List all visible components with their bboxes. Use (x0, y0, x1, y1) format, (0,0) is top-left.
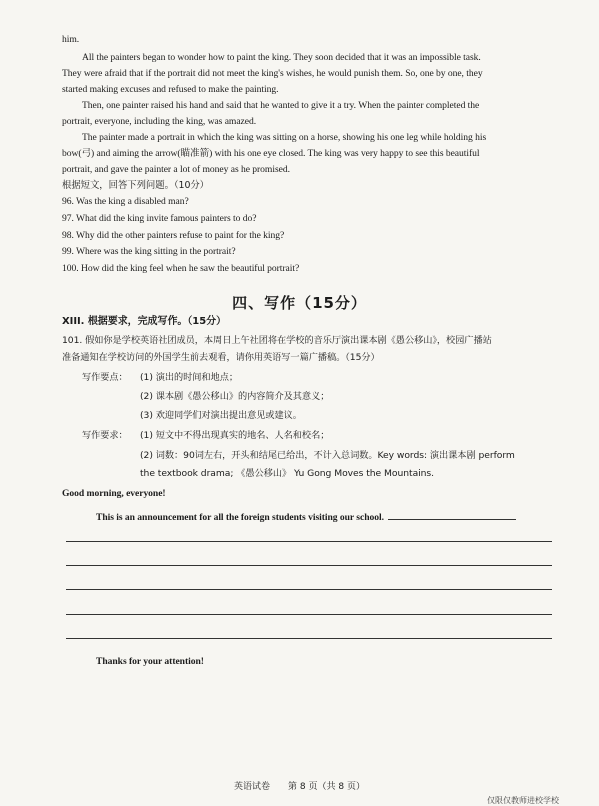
corner-note: 仅限仅教师进校学校 (487, 796, 559, 805)
requirement-3: the textbook drama; 《愚公移山》 Yu Gong Moves the Mountains. (140, 468, 435, 479)
closing-sentence: Thanks for your attention! (96, 656, 204, 667)
answer-line-inline[interactable] (388, 510, 516, 520)
requirements-label: 写作要求： (82, 430, 128, 441)
point-3: (3) 欢迎同学们对演出提出意见或建议。 (140, 410, 302, 421)
passage-line-9: portrait, and gave the painter a lot of money as he promised. (62, 164, 290, 175)
question-100: 100. How did the king feel when he saw the beautiful portrait? (62, 263, 300, 274)
passage-line-5: Then, one painter raised his hand and said that he wanted to give it a try. When the painter completed the (82, 100, 480, 111)
passage-line-7: The painter made a portrait in which the king was sitting on a horse, showing his one leg while holding his (82, 132, 487, 143)
passage-line-3: They were afraid that if the portrait did not meet the king's wishes, he would punish them. So, one by one, they (62, 68, 483, 79)
question-98: 98. Why did the other painters refuse to paint for the king? (62, 230, 285, 241)
section-title: 四、写作（15分） (232, 294, 367, 312)
passage-line-6: portrait, everyone, including the king, was amazed. (62, 116, 257, 127)
task-line-1: 101. 假如你是学校英语社团成员，本周日上午社团将在学校的音乐厅演出课本剧《愚公移山》，校园广播站 (62, 335, 492, 346)
questions-instruction: 根据短文，回答下列问题。（10分） (62, 180, 210, 191)
page-footer: 英语试卷 第 8 页（共 8 页） (234, 782, 365, 792)
points-label: 写作要点： (82, 372, 128, 383)
opening-sentence-row (96, 510, 516, 524)
passage-line-2: All the painters began to wonder how to paint the king. They soon decided that it was an impossible task. (82, 52, 481, 63)
requirement-1: (1) 短文中不得出现真实的地名、人名和校名； (140, 430, 330, 441)
question-99: 99. Where was the king sitting in the portrait? (62, 246, 236, 257)
point-1: (1) 演出的时间和地点； (140, 372, 238, 383)
passage-line-1: him. (62, 34, 80, 45)
answer-line-5[interactable] (66, 638, 552, 639)
answer-line-1[interactable] (66, 541, 552, 542)
greeting: Good morning, everyone! (62, 488, 166, 499)
question-97: 97. What did the king invite famous painters to do? (62, 213, 257, 224)
question-96: 96. Was the king a disabled man? (62, 196, 189, 207)
task-line-2: 准备通知在学校访问的外国学生前去观看，请你用英语写一篇广播稿。（15分） (62, 352, 380, 363)
passage-line-4: started making excuses and refused to make the painting. (62, 84, 279, 95)
point-2: (2) 课本剧《愚公移山》的内容简介及其意义； (140, 391, 330, 402)
requirement-2: (2) 词数：90词左右，开头和结尾已给出，不计入总词数。Key words: 演出课本剧 perform (140, 450, 515, 461)
task-heading: XIII. 根据要求，完成写作。（15分） (62, 316, 227, 327)
answer-line-2[interactable] (66, 565, 552, 566)
answer-line-3[interactable] (66, 589, 552, 590)
opening-sentence: This is an announcement for all the foreign students visiting our school. (96, 512, 384, 523)
answer-line-4[interactable] (66, 614, 552, 615)
passage-line-8: bow(弓) and aiming the arrow(瞄准箭) with his one eye closed. The king was very happy to see this beautiful (62, 148, 480, 159)
